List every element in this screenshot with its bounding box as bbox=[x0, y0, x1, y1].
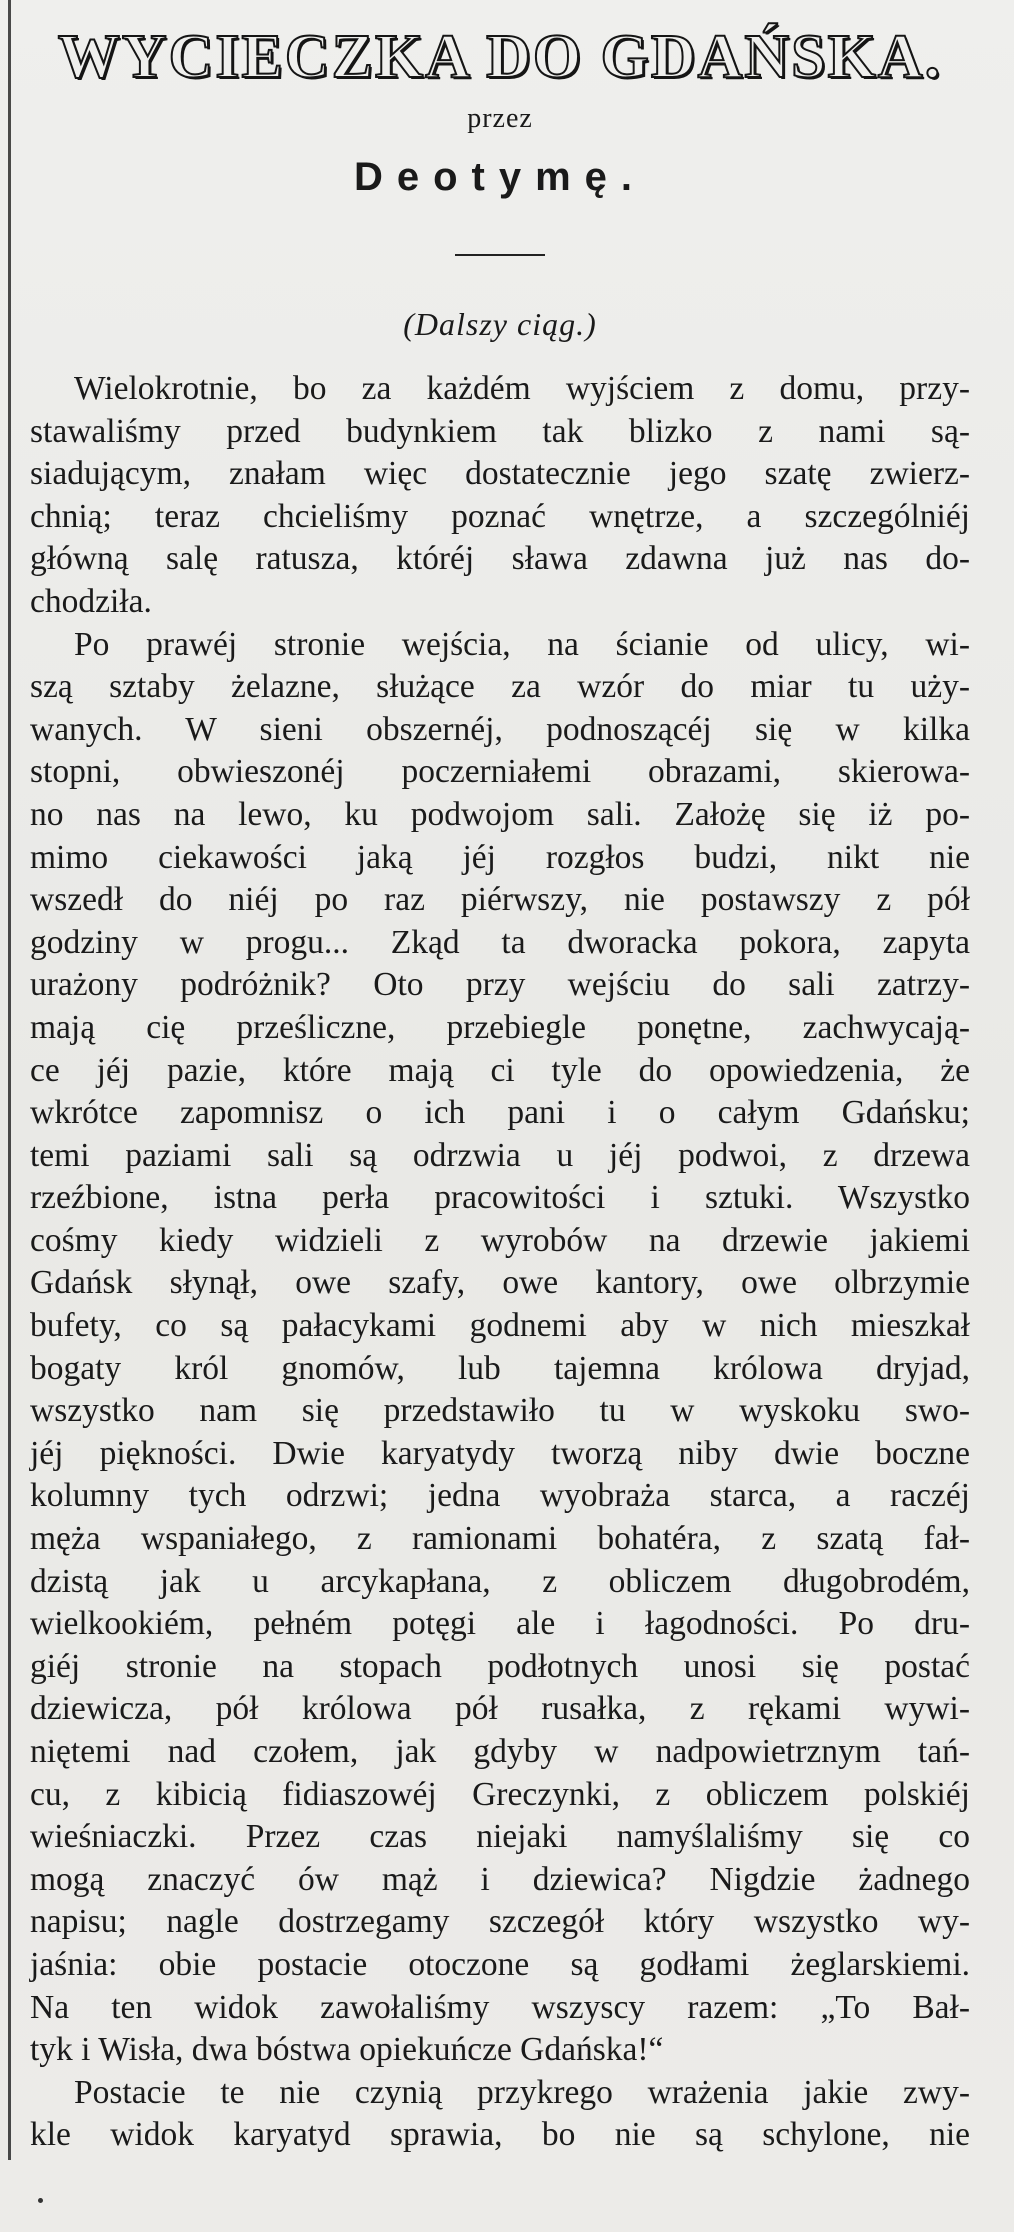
text-line: mają cię prześliczne, przebiegle ponętne, zachwycają- bbox=[30, 1008, 970, 1046]
text-line: Wielokrotnie, bo za każdém wyjściem z domu, przy- bbox=[74, 370, 970, 407]
text-line: bufety, co są pałacykami godnemi aby w nich mieszkał bbox=[30, 1307, 970, 1345]
text-line: tyk i Wisła, dwa bóstwa opiekuńcze Gdańska!“ bbox=[30, 2031, 664, 2069]
text-line: jéj piękności. Dwie karyatydy tworzą niby dwie boczne bbox=[30, 1434, 970, 1472]
text-line: godziny w progu... Zkąd ta dworacka pokora, zapyta bbox=[30, 923, 970, 961]
text-line: wanych. W sieni obszernéj, podnoszącéj się w kilka bbox=[30, 710, 970, 748]
text-line: kle widok karyatyd sprawia, bo nie są schylone, nie bbox=[30, 2116, 970, 2154]
article-title: WYCIECZKA DO GDAŃSKA. bbox=[57, 23, 943, 91]
text-line: chnią; teraz chcieliśmy poznać wnętrze, a szczególniéj bbox=[30, 497, 970, 535]
text-line: Na ten widok zawołaliśmy wszyscy razem: „To Bał- bbox=[30, 1988, 970, 2026]
text-line: niętemi nad czołem, jak gdyby w nadpowietrznym tań- bbox=[30, 1733, 970, 1770]
text-line: główną salę ratusza, któréj sława zdawna już nas do- bbox=[30, 540, 970, 578]
text-line: ce jéj pazie, które mają ci tyle do opowiedzenia, że bbox=[30, 1051, 970, 1089]
byline-prefix: przez bbox=[467, 103, 533, 134]
text-line: Postacie te nie czynią przykrego wrażenia jakie zwy- bbox=[74, 2073, 970, 2111]
text-line: męża wspaniałego, z ramionami bohatéra, z szatą fał- bbox=[30, 1520, 970, 1558]
text-line: mogą znaczyć ów mąż i dziewica? Nigdzie żadnego bbox=[30, 1860, 970, 1898]
text-line: mimo ciekawości jaką jéj rozgłos budzi, nikt nie bbox=[30, 838, 970, 876]
text-line: urażony podróżnik? Oto przy wejściu do sali zatrzy- bbox=[30, 966, 970, 1004]
text-line: cu, z kibicią fidiaszowéj Greczynki, z obliczem polskiéj bbox=[30, 1775, 970, 1813]
text-line: siadującym, znałam więc dostatecznie jego szatę zwierz- bbox=[30, 455, 970, 493]
text-line: wszystko nam się przedstawiło tu w wyskoku swo- bbox=[30, 1392, 970, 1430]
text-line: Gdańsk słynął, owe szafy, owe kantory, owe olbrzymie bbox=[30, 1264, 970, 1302]
text-line: dzistą jak u arcykapłana, z obliczem długobrodém, bbox=[30, 1562, 970, 1600]
article-body bbox=[30, 368, 970, 2157]
column-rule bbox=[8, 0, 11, 2160]
text-line: cośmy kiedy widzieli z wyrobów na drzewie jakiemi bbox=[30, 1221, 970, 1259]
text-line: rzeźbione, istna perła pracowitości i sztuki. Wszystko bbox=[30, 1179, 970, 1217]
text-line: kolumny tych odrzwi; jedna wyobraża starca, a raczéj bbox=[30, 1477, 970, 1515]
text-line: chodziła. bbox=[30, 582, 152, 620]
continued-note: (Dalszy ciąg.) bbox=[403, 306, 597, 342]
text-line: giéj stronie na stopach podłotnych unosi się postać bbox=[30, 1647, 970, 1685]
text-line: wielkookiém, pełném potęgi ale i łagodności. Po dru- bbox=[30, 1605, 970, 1643]
text-line: szą sztaby żelazne, służące za wzór do miar tu uży- bbox=[30, 668, 970, 706]
text-line: jaśnia: obie postacie otoczone są godłami żeglarskiemi. bbox=[30, 1945, 970, 1983]
text-line: Po prawéj stronie wejścia, na ścianie od ulicy, wi- bbox=[74, 625, 970, 663]
text-line: dziewicza, pół królowa pół rusałka, z rękami wywi- bbox=[30, 1690, 970, 1728]
text-line: wkrótce zapomnisz o ich pani i o całym Gdańsku; bbox=[30, 1094, 970, 1132]
text-line: wieśniaczki. Przez czas niejaki namyślaliśmy się co bbox=[30, 1818, 970, 1856]
text-line: stopni, obwieszonéj poczerniałemi obrazami, skierowa- bbox=[30, 753, 970, 791]
text-line: bogaty król gnomów, lub tajemna królowa dryjad, bbox=[30, 1349, 970, 1387]
text-line: no nas na lewo, ku podwojom sali. Założę się iż po- bbox=[30, 795, 970, 833]
separator-rule bbox=[455, 254, 545, 256]
text-line: wszedł do niéj po raz piérwszy, nie postawszy z pół bbox=[30, 881, 970, 919]
article bbox=[30, 18, 970, 2157]
text-line: temi paziami sali są odrzwia u jéj podwoi, z drzewa bbox=[30, 1136, 970, 1174]
text-line: napisu; nagle dostrzegamy szczegół który wszystko wy- bbox=[30, 1903, 970, 1941]
text-line: stawaliśmy przed budynkiem tak blizko z nami są- bbox=[30, 412, 970, 450]
page-speck bbox=[38, 2198, 43, 2203]
author-name: Deotymę. bbox=[353, 155, 647, 199]
